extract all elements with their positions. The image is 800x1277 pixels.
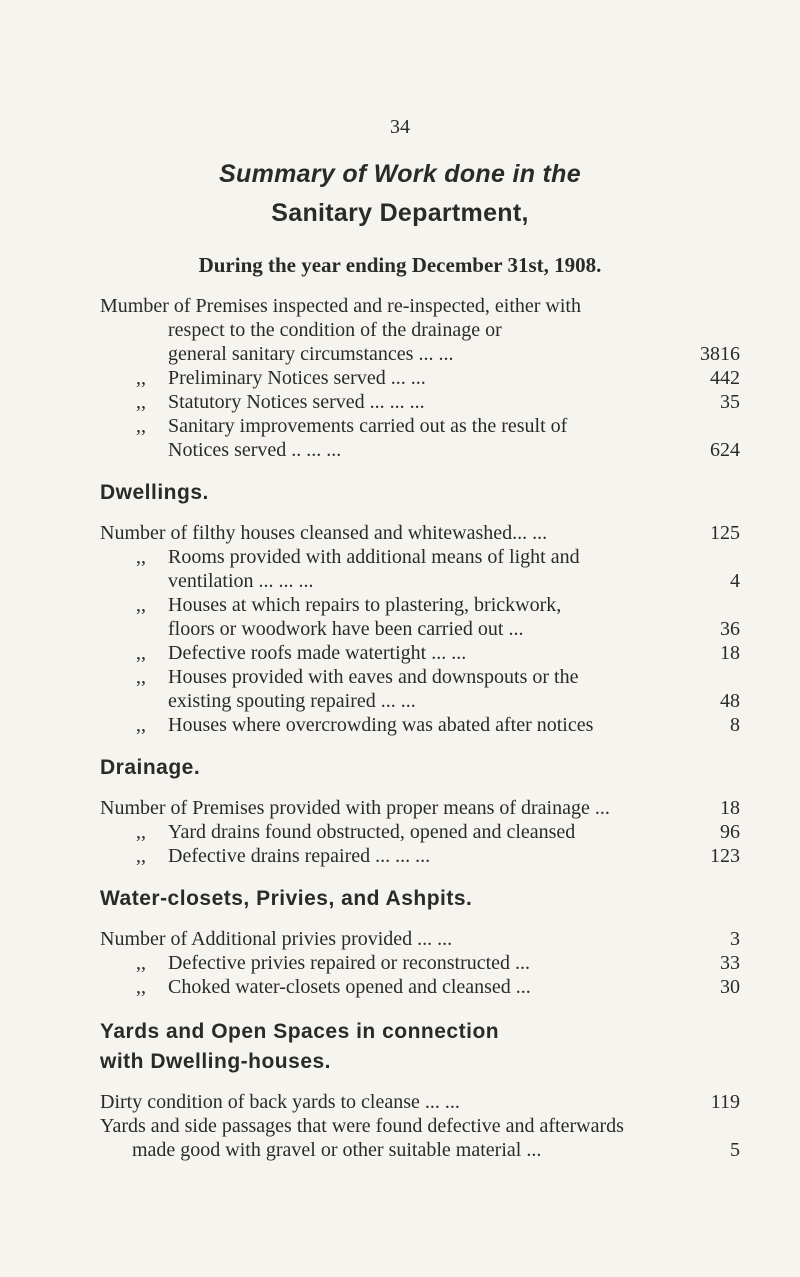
yards-line-2: Yards and side passages that were found defective and afterwards bbox=[100, 1115, 624, 1137]
premises-line-2: respect to the condition of the drainage or bbox=[168, 319, 502, 341]
sanitary-improvements-line-2: Notices served .. ... ... bbox=[168, 439, 342, 461]
dwellings-line-5: floors or woodwork have been carried out ... bbox=[168, 618, 524, 640]
drainage-value-3: 123 bbox=[710, 845, 740, 867]
dwellings-line-6 bbox=[136, 641, 466, 665]
dwellings-line-9 bbox=[136, 713, 593, 737]
sanitary-improvements-label: Sanitary improvements carried out as the result of bbox=[168, 415, 568, 437]
drainage-heading: Drainage. bbox=[100, 756, 201, 779]
premises-line-1: Mumber of Premises inspected and re-inspected, either with bbox=[100, 295, 581, 317]
drainage-label-3: Defective drains repaired ... ... ... bbox=[168, 845, 431, 867]
ditto-mark: ,, bbox=[136, 546, 146, 568]
dwellings-label-4: Houses at which repairs to plastering, brickwork, bbox=[168, 594, 562, 616]
water-value-3: 30 bbox=[720, 976, 740, 998]
drainage-line-3 bbox=[136, 844, 430, 868]
dwellings-line-1: Number of filthy houses cleansed and whitewashed... ... bbox=[100, 522, 548, 544]
dwellings-line-2 bbox=[136, 545, 580, 569]
water-value-1: 3 bbox=[730, 928, 740, 950]
ditto-mark: ,, bbox=[136, 821, 146, 843]
ditto-mark: ,, bbox=[136, 666, 146, 688]
ditto-mark: ,, bbox=[136, 391, 146, 413]
dwellings-value-1: 125 bbox=[710, 522, 740, 544]
dwellings-line-8: existing spouting repaired ... ... bbox=[168, 690, 416, 712]
sanitary-improvements-value: 624 bbox=[710, 439, 740, 461]
preliminary-notices-value: 442 bbox=[710, 367, 740, 389]
yards-heading-1: Yards and Open Spaces in connection bbox=[100, 1020, 500, 1043]
preliminary-notices-line bbox=[136, 366, 426, 390]
dwellings-line-3: ventilation ... ... ... bbox=[168, 570, 314, 592]
subtitle: During the year ending December 31st, 1908. bbox=[198, 253, 602, 277]
dwellings-label-7: Houses provided with eaves and downspouts or the bbox=[168, 666, 579, 688]
title-line-2: Sanitary Department, bbox=[271, 199, 529, 227]
yards-heading-2: with Dwelling-houses. bbox=[100, 1050, 332, 1073]
water-line-2 bbox=[136, 951, 530, 975]
water-line-1: Number of Additional privies provided ... ... bbox=[100, 928, 453, 950]
yards-value-2: 5 bbox=[730, 1139, 740, 1161]
water-closets-heading: Water-closets, Privies, and Ashpits. bbox=[100, 887, 473, 910]
premises-inspected-value: 3816 bbox=[700, 343, 740, 365]
water-label-3: Choked water-closets opened and cleansed ... bbox=[168, 976, 531, 998]
ditto-mark: ,, bbox=[136, 594, 146, 616]
dwellings-value-6: 8 bbox=[730, 714, 740, 736]
ditto-mark: ,, bbox=[136, 952, 146, 974]
yards-line-3: made good with gravel or other suitable material ... bbox=[132, 1139, 542, 1161]
ditto-mark: ,, bbox=[136, 367, 146, 389]
yards-value-1: 119 bbox=[710, 1091, 740, 1113]
ditto-mark: ,, bbox=[136, 642, 146, 664]
dwellings-line-7 bbox=[136, 665, 579, 689]
ditto-mark: ,, bbox=[136, 714, 146, 736]
premises-line-3: general sanitary circumstances ... ... bbox=[168, 343, 454, 365]
dwellings-value-5: 48 bbox=[720, 690, 740, 712]
water-line-3 bbox=[136, 975, 531, 999]
statutory-notices-value: 35 bbox=[720, 391, 740, 413]
dwellings-label-2: Rooms provided with additional means of light and bbox=[168, 546, 580, 568]
drainage-line-1: Number of Premises provided with proper means of drainage ... bbox=[100, 797, 610, 819]
dwellings-value-4: 18 bbox=[720, 642, 740, 664]
ditto-mark: ,, bbox=[136, 845, 146, 867]
statutory-notices-line bbox=[136, 390, 425, 414]
statutory-notices-label: Statutory Notices served ... ... ... bbox=[168, 391, 425, 413]
page-number: 34 bbox=[390, 116, 410, 138]
drainage-label-2: Yard drains found obstructed, opened and cleansed bbox=[168, 821, 576, 843]
drainage-line-2 bbox=[136, 820, 575, 844]
ditto-mark: ,, bbox=[136, 415, 146, 437]
dwellings-label-9: Houses where overcrowding was abated after notices bbox=[168, 714, 594, 736]
water-value-2: 33 bbox=[720, 952, 740, 974]
water-label-2: Defective privies repaired or reconstructed ... bbox=[168, 952, 531, 974]
preliminary-notices-label: Preliminary Notices served ... ... bbox=[168, 367, 426, 389]
title-line-1: Summary of Work done in the bbox=[219, 160, 581, 188]
dwellings-line-4 bbox=[136, 593, 561, 617]
ditto-mark: ,, bbox=[136, 976, 146, 998]
sanitary-improvements-line bbox=[136, 414, 567, 438]
dwellings-value-3: 36 bbox=[720, 618, 740, 640]
dwellings-value-2: 4 bbox=[730, 570, 740, 592]
dwellings-heading: Dwellings. bbox=[100, 481, 209, 504]
yards-line-1: Dirty condition of back yards to cleanse ... ... bbox=[100, 1091, 460, 1113]
drainage-value-2: 96 bbox=[720, 821, 740, 843]
dwellings-label-6: Defective roofs made watertight ... ... bbox=[168, 642, 467, 664]
drainage-value-1: 18 bbox=[720, 797, 740, 819]
